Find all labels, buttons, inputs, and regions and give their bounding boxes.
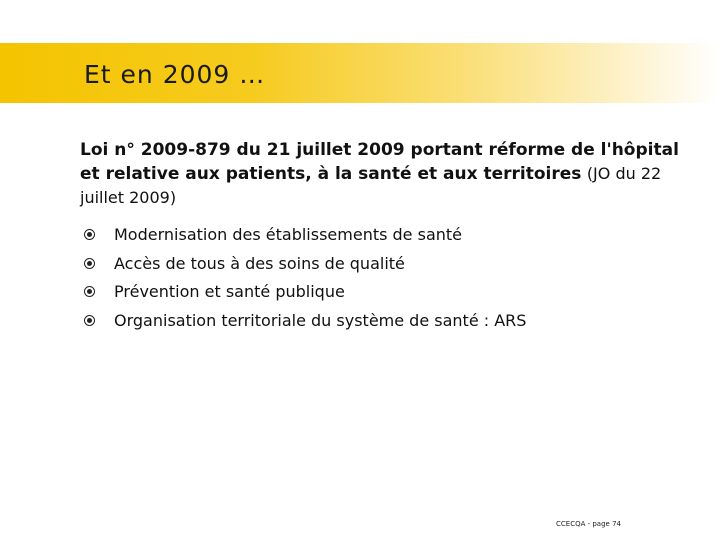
lead-paragraph [80, 138, 700, 210]
bullet-list [80, 221, 526, 335]
page-footer: CCECQA - page 74 [556, 520, 621, 528]
list-item [80, 307, 526, 336]
list-item [80, 278, 526, 307]
bullet-text: Organisation territoriale du système de santé : ARS [114, 310, 527, 330]
target-bullet-icon [84, 286, 95, 297]
list-item [80, 250, 526, 279]
bullet-text: Modernisation des établissements de santé [114, 225, 463, 244]
journal-officiel-reference: (JO du 22 juillet 2009) [80, 164, 662, 207]
law-reference: Loi n° 2009-879 du 21 juillet 2009 portant réforme de l'hôpital et relative aux patients, à la santé et aux territoires [80, 140, 679, 184]
target-bullet-icon [84, 315, 95, 326]
bullet-text: Prévention et santé publique [114, 282, 345, 301]
list-item [80, 221, 526, 250]
target-bullet-icon [84, 229, 95, 240]
slide-title: Et en 2009 … [84, 60, 266, 89]
target-bullet-icon [84, 258, 95, 269]
bullet-text: Accès de tous à des soins de qualité [114, 253, 405, 273]
